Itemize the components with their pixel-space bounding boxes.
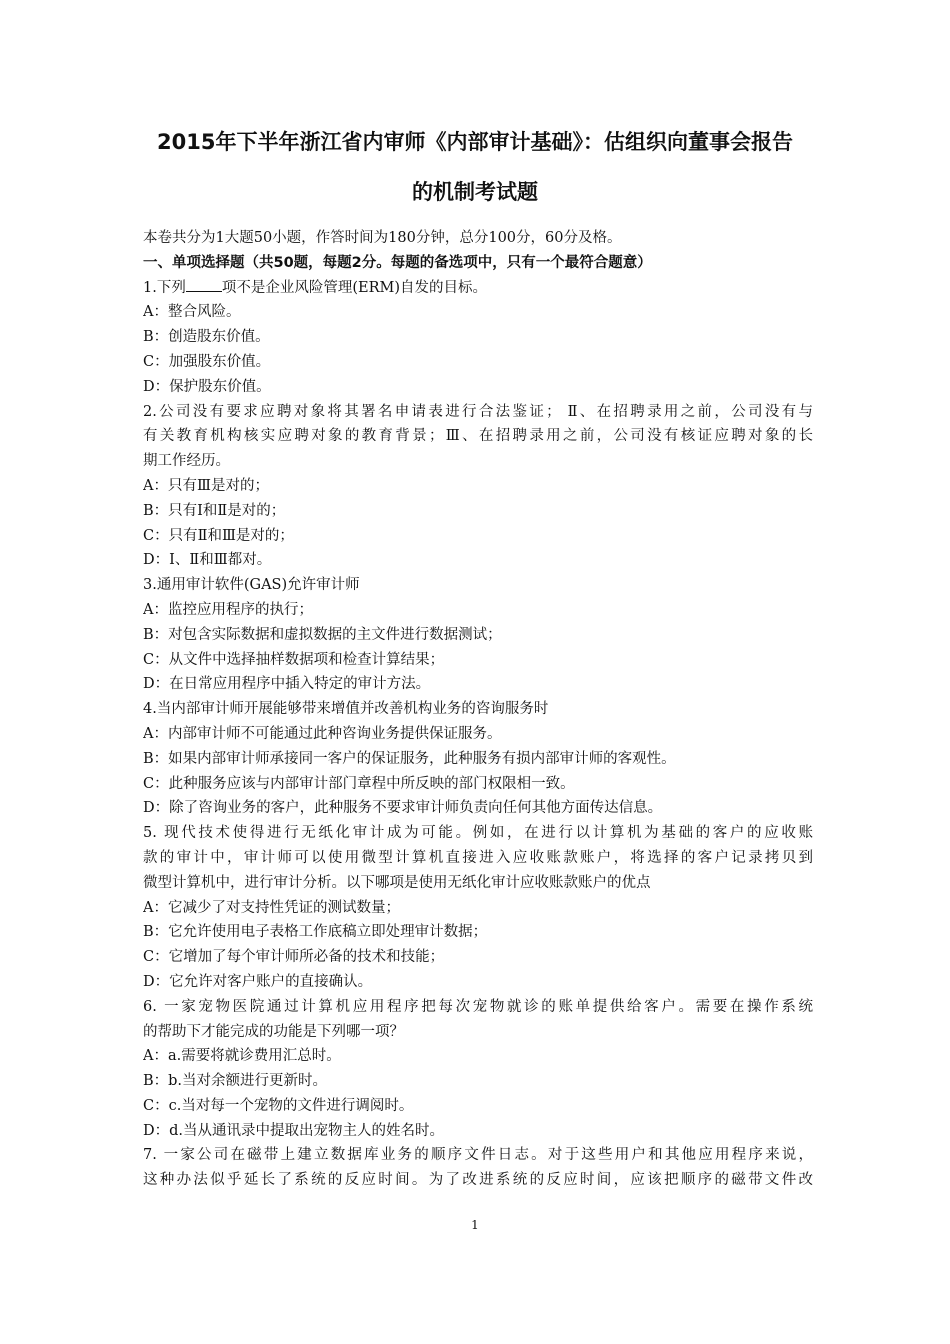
document-body — [143, 226, 813, 1193]
question-2-option-b: B：只有Ⅰ和Ⅱ是对的； — [143, 502, 286, 519]
question-2-stem: 2.公司没有要求应聘对象将其署名申请表进行合法鉴证； Ⅱ、在招聘录用之前，公司没有与 — [143, 403, 813, 420]
question-5-option-b: B：它允许使用电子表格工作底稿立即处理审计数据； — [143, 924, 488, 941]
answer-blank — [186, 277, 222, 292]
question-6-option-d: D：d.当从通讯录中提取出宠物主人的姓名时。 — [143, 1122, 445, 1139]
question-6-stem: 6. 一家宠物医院通过计算机应用程序把每次宠物就诊的账单提供给客户。需要在操作系统 — [143, 998, 813, 1015]
question-1-option-a: A：整合风险。 — [143, 304, 241, 321]
question-5-stem: 款的审计中，审计师可以使用微型计算机直接进入应收账款账户，将选择的客户记录拷贝到 — [143, 849, 813, 866]
question-3-stem: 3.通用审计软件(GAS)允许审计师 — [143, 577, 360, 594]
question-1-stem: 1.下列 项不是企业风险管理(ERM)自发的目标。 — [143, 276, 813, 301]
question-6-option-a: A：a.需要将就诊费用汇总时。 — [143, 1048, 341, 1065]
question-5-option-c: C：它增加了每个审计师所必备的技术和技能； — [143, 949, 445, 966]
question-1-option-d: D：保护股东价值。 — [143, 378, 271, 395]
doc-title-line-2: 的机制考试题 — [412, 180, 538, 204]
question-3-option-a: A：监控应用程序的执行； — [143, 601, 313, 618]
question-5-option-a: A：它减少了对支持性凭证的测试数量； — [143, 899, 400, 916]
question-3-option-c: C：从文件中选择抽样数据项和检查计算结果； — [143, 651, 445, 668]
question-2-stem: 有关教育机构核实应聘对象的教育背景；Ⅲ、在招聘录用之前，公司没有核证应聘对象的长 — [143, 428, 813, 445]
page-number: 1 — [471, 1218, 479, 1232]
doc-title-line-1: 2015年下半年浙江省内审师《内部审计基础》：估组织向董事会报告 — [157, 130, 793, 154]
question-5-stem: 5. 现代技术使得进行无纸化审计成为可能。例如，在进行以计算机为基础的客户的应收账 — [143, 825, 813, 842]
question-4-option-b: B：如果内部审计师承接同一客户的保证服务，此种服务有损内部审计师的客观性。 — [143, 750, 676, 767]
question-6-option-b: B：b.当对余额进行更新时。 — [143, 1073, 328, 1090]
question-7-stem: 7. 一家公司在磁带上建立数据库业务的顺序文件日志。对于这些用户和其他应用程序来说， — [143, 1147, 813, 1164]
question-5-stem: 微型计算机中，进行审计分析。以下哪项是使用无纸化审计应收账款账户的优点 — [143, 874, 651, 891]
question-4-stem: 4.当内部审计师开展能够带来增值并改善机构业务的咨询服务时 — [143, 701, 549, 718]
exam-intro: 本卷共分为1大题50小题，作答时间为180分钟，总分100分，60分及格。 — [143, 230, 622, 246]
question-1-option-c: C：加强股东价值。 — [143, 353, 271, 370]
question-7-stem: 这种办法似乎延长了系统的反应时间。为了改进系统的反应时间，应该把顺序的磁带文件改 — [143, 1172, 813, 1189]
question-5-option-d: D：它允许对客户账户的直接确认。 — [143, 973, 373, 990]
question-3-option-d: D：在日常应用程序中插入特定的审计方法。 — [143, 676, 431, 693]
question-4-option-c: C：此种服务应该与内部审计部门章程中所反映的部门权限相一致。 — [143, 775, 575, 792]
question-3-option-b: B：对包含实际数据和虚拟数据的主文件进行数据测试； — [143, 626, 502, 643]
question-4-option-d: D：除了咨询业务的客户，此种服务不要求审计师负责向任何其他方面传达信息。 — [143, 800, 663, 817]
question-2-option-d: D：Ⅰ、Ⅱ和Ⅲ都对。 — [143, 552, 272, 569]
question-2-option-a: A：只有Ⅲ是对的； — [143, 477, 269, 494]
question-6-option-c: C：c.当对每一个宠物的文件进行调阅时。 — [143, 1097, 414, 1114]
question-2-option-c: C：只有Ⅱ和Ⅲ是对的； — [143, 527, 294, 544]
question-1-option-b: B：创造股东价值。 — [143, 329, 270, 346]
question-2-stem: 期工作经历。 — [143, 453, 230, 470]
section-heading: 一、单项选择题（共50题，每题2分。每题的备选项中，只有一个最符合题意） — [143, 254, 652, 271]
question-4-option-a: A：内部审计师不可能通过此种咨询业务提供保证服务。 — [143, 725, 502, 742]
question-6-stem: 的帮助下才能完成的功能是下列哪一项？ — [143, 1023, 404, 1040]
